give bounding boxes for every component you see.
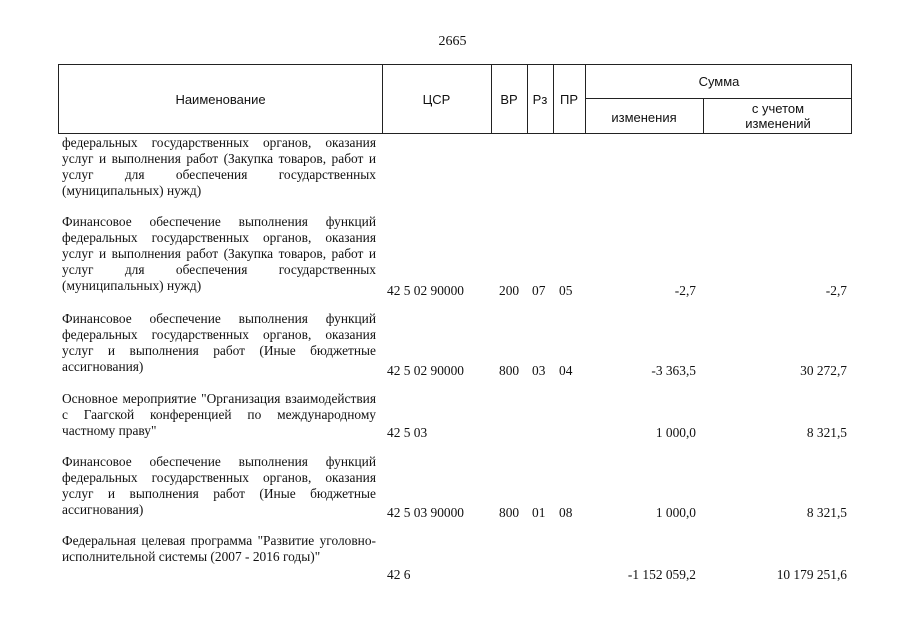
table-row-total: -2,7	[825, 283, 847, 298]
table-row-name: Финансовое обеспечение выполнения функций федеральных государственных органов, оказания услуг и выполнения работ (Закупка товаров, работ и услуг для обеспечения государственных (муниципальных) нужд)	[62, 214, 376, 293]
table-row-csr: 42 5 03	[387, 425, 428, 440]
table-row-change: 1 000,0	[655, 425, 696, 440]
page-number: 2665	[438, 34, 467, 49]
table-row-pr: 08	[559, 505, 573, 520]
header-sum: Сумма	[698, 74, 740, 89]
table-row-pr: 05	[559, 283, 573, 298]
table-row-rz: 03	[532, 363, 546, 378]
table-row-name: Финансовое обеспечение выполнения функций федеральных государственных органов, оказания услуг и выполнения работ (Иные бюджетные ассигнования)	[62, 311, 376, 374]
table-row-vr: 800	[499, 505, 520, 520]
header-pr: ПР	[559, 92, 578, 107]
header-name: Наименование	[175, 92, 266, 107]
table-row-change: -2,7	[674, 283, 696, 298]
table-header	[58, 64, 852, 134]
table-row-name: Федеральная целевая программа "Развитие уголовно-исполнительной системы (2007 - 2016 годы)"	[62, 533, 376, 564]
table-row-pr: 04	[559, 363, 573, 378]
header-divider	[585, 98, 851, 99]
table-row-csr: 42 5 02 90000	[387, 363, 464, 378]
table-row-change: -1 152 059,2	[627, 567, 696, 582]
table-row-total: 8 321,5	[806, 425, 847, 440]
table-row-rz: 07	[532, 283, 546, 298]
table-row-change: 1 000,0	[655, 505, 696, 520]
table-row-name: Финансовое обеспечение выполнения функций федеральных государственных органов, оказания услуг и выполнения работ (Иные бюджетные ассигнования)	[62, 454, 376, 517]
table-row-vr: 200	[499, 283, 520, 298]
table-row-csr: 42 5 02 90000	[387, 283, 464, 298]
header-vr: ВР	[500, 92, 518, 107]
header-rz: Рз	[532, 92, 548, 107]
table-row-csr: 42 5 03 90000	[387, 505, 464, 520]
table-row-total: 10 179 251,6	[776, 567, 847, 582]
header-with-change	[703, 101, 853, 131]
table-row-change: -3 363,5	[651, 363, 696, 378]
table-row-total: 30 272,7	[800, 363, 847, 378]
header-csr: ЦСР	[422, 92, 451, 107]
header-with-change-line2: изменений	[745, 116, 811, 131]
table-row-csr: 42 6	[387, 567, 411, 582]
header-change: изменения	[611, 110, 677, 125]
table-row-total: 8 321,5	[806, 505, 847, 520]
table-row-name: федеральных государственных органов, оказания услуг и выполнения работ (Закупка товаров, работ и услуг для обеспечения государственных (муниципальных) нужд)	[62, 135, 376, 198]
table-row-vr: 800	[499, 363, 520, 378]
table-row-rz: 01	[532, 505, 546, 520]
header-with-change-line1: с учетом	[751, 101, 805, 116]
table-row-name: Основное мероприятие "Организация взаимодействия с Гаагской конференцией по международному частному праву"	[62, 391, 376, 438]
